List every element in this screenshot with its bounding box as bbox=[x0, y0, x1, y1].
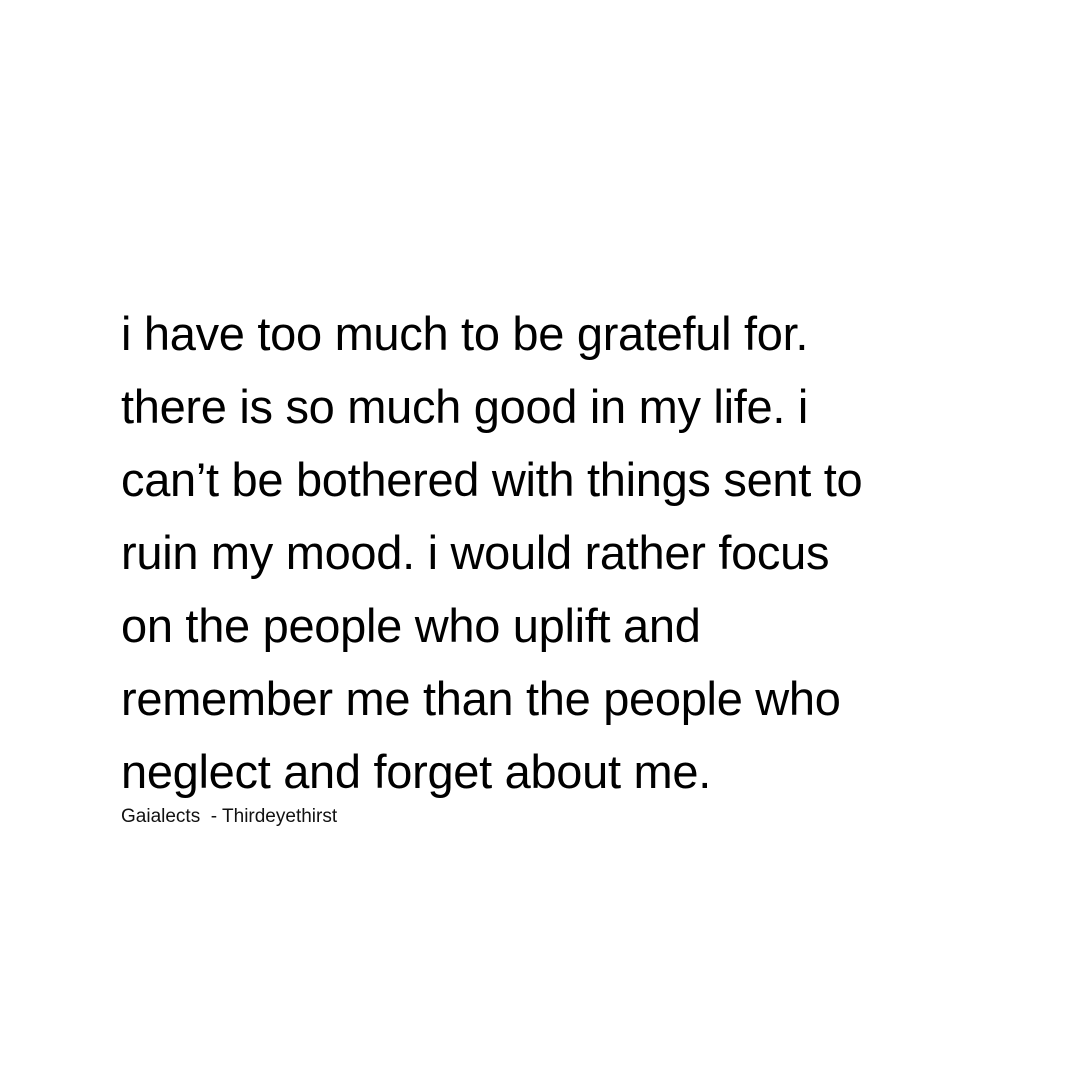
quote-line-4: ruin my mood. i would rather focus bbox=[121, 526, 830, 579]
quote-block bbox=[121, 297, 1021, 830]
quote-line-3: can’t be bothered with things sent to bbox=[121, 453, 863, 506]
quote-line-2: there is so much good in my life. i bbox=[121, 380, 808, 433]
quote-line-6: remember me than the people who bbox=[121, 672, 841, 725]
attribution: Gaialects - Thirdeyethirst bbox=[121, 806, 338, 827]
quote-line-5: on the people who uplift and bbox=[121, 599, 701, 652]
quote-line-1: i have too much to be grateful for. bbox=[121, 307, 809, 360]
quote-line-7: neglect and forget about me. bbox=[121, 745, 711, 798]
